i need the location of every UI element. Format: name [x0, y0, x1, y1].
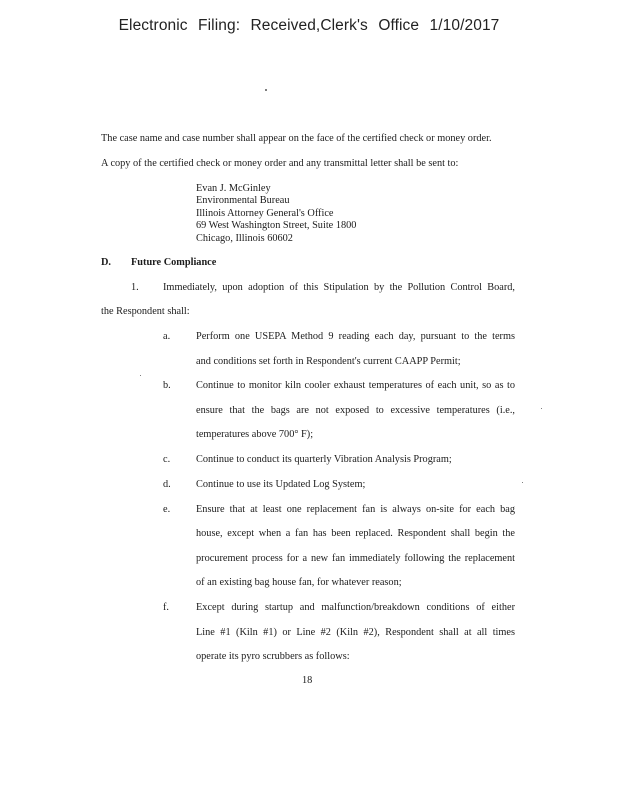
address-bureau: Environmental Bureau — [196, 195, 290, 206]
item-line: temperatures above 700° F); — [196, 429, 314, 440]
item-line: and conditions set forth in Respondent's current CAAPP Permit; — [196, 356, 461, 367]
section-letter: D. — [101, 257, 112, 268]
item-line: of an existing bag house fan, for whatever reason; — [196, 577, 402, 588]
address-city: Chicago, Illinois 60602 — [196, 233, 293, 244]
page-number: 18 — [302, 675, 313, 686]
address-office: Illinois Attorney General's Office — [196, 208, 334, 219]
item-line: Ensure that at least one replacement fan is always on-site for each bag — [196, 504, 515, 515]
item-line: Continue to conduct its quarterly Vibration Analysis Program; — [196, 454, 452, 465]
copy-sentence: A copy of the certified check or money order and any transmittal letter shall be sent to: — [101, 158, 459, 169]
item-line: operate its pyro scrubbers as follows: — [196, 651, 350, 662]
case-name-sentence: The case name and case number shall appear on the face of the certified check or money order. — [101, 133, 492, 144]
scan-speck — [541, 408, 542, 409]
paragraph-line: Immediately, upon adoption of this Stipulation by the Pollution Control Board, — [163, 282, 515, 293]
scan-speck — [265, 89, 267, 91]
paragraph-line: the Respondent shall: — [101, 306, 190, 317]
item-label: e. — [163, 504, 171, 515]
address-name: Evan J. McGinley — [196, 183, 271, 194]
item-label: c. — [163, 454, 171, 465]
filing-stamp-header: Electronic Filing: Received,Clerk's Office 1/10/2017 — [118, 17, 500, 34]
item-line: ensure that the bags are not exposed to excessive temperatures (i.e., — [196, 405, 515, 416]
item-line: Perform one USEPA Method 9 reading each day, pursuant to the terms — [196, 331, 515, 342]
item-line: house, except when a fan has been replaced. Respondent shall begin the — [196, 528, 515, 539]
address-street: 69 West Washington Street, Suite 1800 — [196, 220, 357, 231]
item-label: b. — [163, 380, 171, 391]
item-line: procurement process for a new fan immediately following the replacement — [196, 553, 515, 564]
section-title: Future Compliance — [131, 257, 217, 268]
item-label: a. — [163, 331, 171, 342]
item-line: Continue to monitor kiln cooler exhaust temperatures of each unit, so as to — [196, 380, 515, 391]
item-label: f. — [163, 602, 170, 613]
scan-speck — [140, 375, 141, 376]
item-line: Continue to use its Updated Log System; — [196, 479, 366, 490]
scan-speck — [522, 482, 523, 483]
item-line: Except during startup and malfunction/breakdown conditions of either — [196, 602, 515, 613]
paragraph-number: 1. — [131, 282, 139, 293]
item-line: Line #1 (Kiln #1) or Line #2 (Kiln #2), Respondent shall at all times — [196, 627, 515, 638]
item-label: d. — [163, 479, 171, 490]
